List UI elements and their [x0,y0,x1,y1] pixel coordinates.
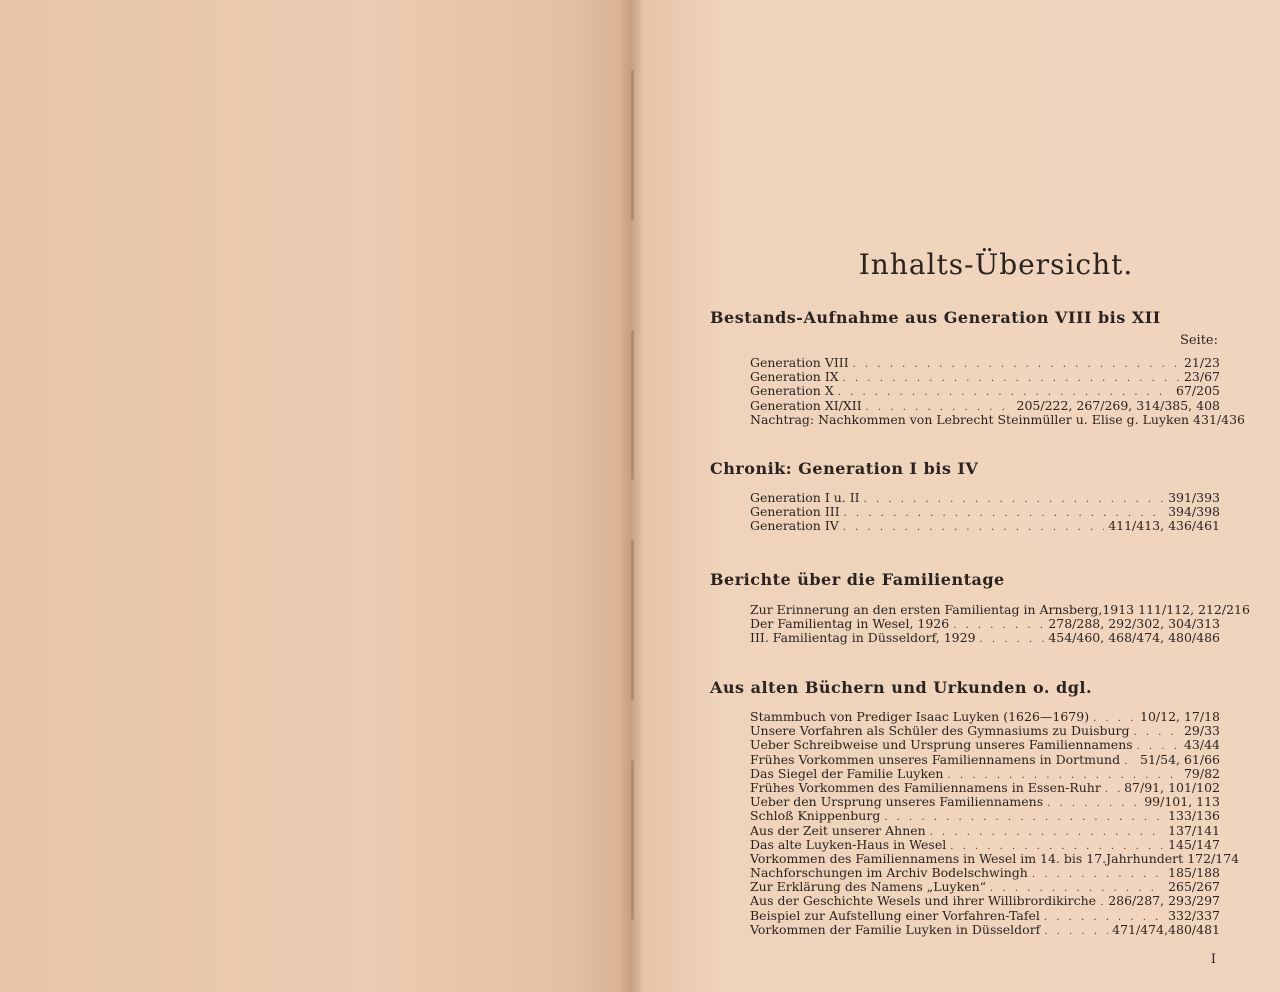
toc-entry [750,617,1220,631]
entry-title: Das alte Luyken-Haus in Wesel [750,836,947,852]
entry-title: Vorkommen der Familie Luyken in Düsseldorf [750,921,1041,937]
leader-dots [1032,868,1164,882]
entry-title: Stammbuch von Prediger Isaac Luyken (1626—1679) [750,709,1090,724]
entry-pages: 23/67 [1183,369,1220,385]
entry-title: Ueber den Ursprung unseres Familiennamens [750,794,1044,810]
toc-entry [750,519,1220,533]
entry-pages: 10/12, 17/18 [1140,709,1220,724]
entry-pages: 145/147 [1168,836,1220,852]
entry-title: Schloß Knippenburg [750,808,881,824]
entry-pages: 332/337 [1168,907,1220,923]
section-heading: Aus alten Büchern und Urkunden o. dgl. [710,678,1093,697]
leader-dots [843,372,1180,386]
section-heading: Chronik: Generation I bis IV [710,459,979,478]
toc-entry [750,631,1220,645]
leader-dots [1134,726,1180,740]
toc-entry [750,894,1220,908]
entry-title: Unsere Vorfahren als Schüler des Gymnasiums zu Duisburg [750,723,1130,739]
entry-title: Generation XI/XII [750,397,862,413]
toc-entry [750,909,1220,923]
toc-entry [750,781,1220,795]
entry-title: Generation III [750,504,840,520]
leader-dots [853,358,1180,372]
entry-title: Zur Erinnerung an den ersten Familientag in Arnsberg,1913 [750,602,1135,617]
entry-pages: 67/205 [1176,383,1220,399]
leader-dots [1124,755,1136,769]
section-heading: Bestands-Aufnahme aus Generation VIII bis XII [710,308,1161,327]
entry-pages: 394/398 [1168,504,1220,520]
entry-pages: 185/188 [1168,865,1220,881]
entry-pages: 205/222, 267/269, 314/385, 408 [1016,397,1220,413]
entry-pages: 87/91, 101/102 [1124,779,1220,795]
entry-pages: 172/174 [1187,850,1240,866]
entry-pages: 29/33 [1183,723,1220,739]
entry-pages: 43/44 [1183,737,1220,753]
toc-entry [750,753,1220,767]
toc-entry [750,850,1240,866]
book-gutter [622,0,642,992]
toc-entry [750,411,1245,427]
leader-dots [980,633,1045,647]
toc-entry [750,505,1220,519]
toc-entry [750,824,1220,838]
entry-title: Aus der Geschichte Wesels und ihrer Willibrordikirche [750,893,1097,909]
entry-pages: 278/288, 292/302, 304/313 [1048,616,1220,632]
entry-title: Ueber Schreibweise und Ursprung unseres Familiennamens [750,737,1133,753]
leader-dots [884,811,1164,825]
entry-pages: 133/136 [1168,808,1220,824]
leader-dots [843,521,1104,535]
binding-stitch [631,70,634,220]
entry-pages: 431/436 [1193,411,1245,427]
page-column-label: Seite: [1179,333,1218,348]
toc-entry [750,710,1220,724]
toc-entry [750,724,1220,738]
toc-entry [750,384,1220,398]
entry-pages: 286/287, 293/297 [1108,893,1220,909]
leader-dots [1047,797,1140,811]
entry-title: Generation IX [750,369,839,385]
entry-title: Das Siegel der Familie Luyken [750,765,944,781]
toc-entry [750,809,1220,823]
section-heading: Berichte über die Familientage [710,570,1005,589]
bleed-through-shadow [110,95,530,145]
entry-pages: 51/54, 61/66 [1140,751,1220,767]
entry-pages: 21/23 [1183,355,1220,370]
entry-pages: 391/393 [1168,490,1220,505]
entry-title: Beispiel zur Aufstellung einer Vorfahren-Tafel [750,907,1040,923]
entry-pages: 137/141 [1168,822,1220,838]
entry-title: Aus der Zeit unserer Ahnen [750,822,926,838]
leader-dots [930,826,1164,840]
binding-stitch [631,760,634,920]
entry-title: III. Familientag in Düsseldorf, 1929 [750,630,976,646]
right-page [642,0,1280,992]
entry-title: Frühes Vorkommen unseres Familiennamens in Dortmund [750,751,1121,767]
binding-stitch [631,330,634,480]
toc-entry [750,356,1220,370]
section-entries [750,709,1240,937]
toc-entry [750,399,1220,413]
page-title: Inhalts-Übersicht. [858,248,1134,281]
toc-entry [750,602,1250,617]
entry-title: Generation VIII [750,355,849,370]
leader-dots [1100,896,1104,910]
entry-title: Generation I u. II [750,490,860,505]
section-entries [750,491,1220,534]
toc-entry [750,767,1220,781]
toc-entry [750,923,1220,937]
toc-entry [750,491,1220,505]
entry-pages: 471/474,480/481 [1112,921,1220,937]
toc-entry [750,795,1220,809]
leader-dots [1044,925,1108,939]
section-entries [750,602,1250,646]
leader-dots [1105,783,1120,797]
entry-pages: 111/112, 212/216 [1138,602,1250,617]
toc-entry [750,880,1220,894]
toc-entry [750,738,1220,752]
page-number: I [1210,952,1216,967]
entry-title: Generation X [750,383,834,399]
entry-pages: 99/101, 113 [1144,794,1220,810]
binding-stitch [631,540,634,700]
left-page [0,0,622,992]
entry-pages: 79/82 [1183,765,1220,781]
entry-title: Generation IV [750,518,839,534]
entry-title: Zur Erklärung des Namens „Luyken“ [750,879,987,895]
entry-title: Nachtrag: Nachkommen von Lebrecht Steinmüller u. Elise g. Luyken [750,411,1190,427]
toc-entry [750,866,1220,880]
toc-entry [750,370,1220,384]
entry-title: Nachforschungen im Archiv Bodelschwingh [750,865,1028,881]
entry-pages: 454/460, 468/474, 480/486 [1048,630,1220,646]
entry-title: Der Familientag in Wesel, 1926 [750,616,950,632]
entry-pages: 265/267 [1168,879,1220,895]
toc-entry [750,838,1220,852]
entry-title: Frühes Vorkommen des Familiennamens in Essen-Ruhr [750,779,1101,795]
section-entries [750,355,1245,427]
entry-pages: 411/413, 436/461 [1108,518,1220,534]
leader-dots [864,493,1164,507]
entry-title: Vorkommen des Familiennamens in Wesel im 14. bis 17.Jahrhundert [750,850,1184,866]
